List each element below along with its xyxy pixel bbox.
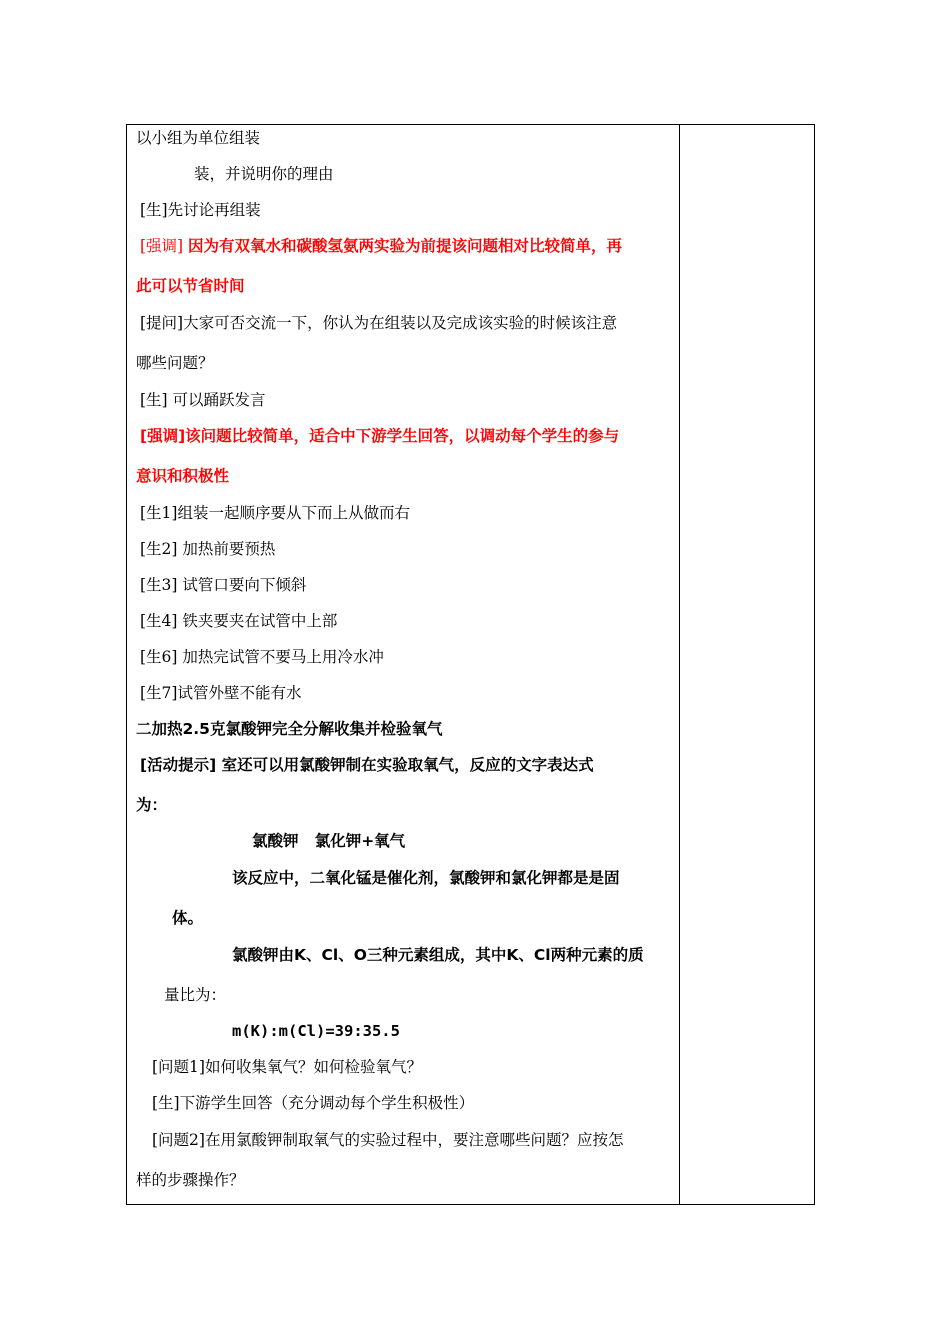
emphasis-line: 意识和积极性	[136, 467, 230, 485]
text-line: [生]下游学生回答（充分调动每个学生积极性）	[152, 1094, 475, 1112]
emphasis-line: 此可以节省时间	[136, 277, 245, 295]
word-equation: 氯酸钾 氯化钾+氧气	[252, 832, 406, 850]
emphasis-line: [强调]该问题比较简单，适合中下游学生回答，以调动每个学生的参与	[140, 427, 620, 445]
text-line: [生3] 试管口要向下倾斜	[140, 576, 307, 594]
text-line: [生1]组装一起顺序要从下而上从做而右	[140, 504, 410, 522]
text-line: 装，并说明你的理由	[194, 165, 334, 183]
text-line: 氯酸钾由K、Cl、O三种元素组成，其中K、Cl两种元素的质	[232, 946, 644, 964]
emphasis-tag: [强调]	[140, 237, 189, 255]
text-line: [问题1]如何收集氧气？如何检验氧气？	[152, 1058, 422, 1076]
text-line: 哪些问题？	[136, 354, 214, 372]
text-line: 该反应中，二氧化锰是催化剂，氯酸钾和氯化钾都是是固	[232, 869, 620, 887]
text-line: [生7]试管外壁不能有水	[140, 684, 302, 702]
text-line: [生4] 铁夹要夹在试管中上部	[140, 612, 338, 630]
mass-ratio: m(K):m(Cl)=39:35.5	[232, 1022, 400, 1040]
emphasis-text: 因为有双氧水和碳酸氢氨两实验为前提该问题相对比较简单，再	[188, 237, 623, 255]
text-line: 以小组为单位组装	[136, 129, 261, 147]
text-line: [活动提示] 室还可以用氯酸钾制在实验取氧气，反应的文字表达式	[140, 756, 594, 774]
text-line: [生]先讨论再组装	[140, 201, 261, 219]
text-line: [生6] 加热完试管不要马上用冷水冲	[140, 648, 384, 666]
text-line: [提问]大家可否交流一下，你认为在组装以及完成该实验的时候该注意	[140, 314, 618, 332]
column-divider	[679, 124, 680, 1205]
text-line: [生] 可以踊跃发言	[140, 391, 266, 409]
text-line: 体。	[172, 909, 204, 927]
section-heading: 二加热2.5克氯酸钾完全分解收集并检验氧气	[136, 720, 443, 738]
text-line: 样的步骤操作？	[136, 1171, 245, 1189]
emphasis-line	[140, 236, 622, 256]
text-line: 为：	[136, 796, 168, 814]
text-line: 量比为：	[164, 986, 227, 1004]
text-line: [问题2]在用氯酸钾制取氧气的实验过程中，要注意哪些问题？应按怎	[152, 1131, 624, 1149]
text-line: [生2] 加热前要预热	[140, 540, 276, 558]
